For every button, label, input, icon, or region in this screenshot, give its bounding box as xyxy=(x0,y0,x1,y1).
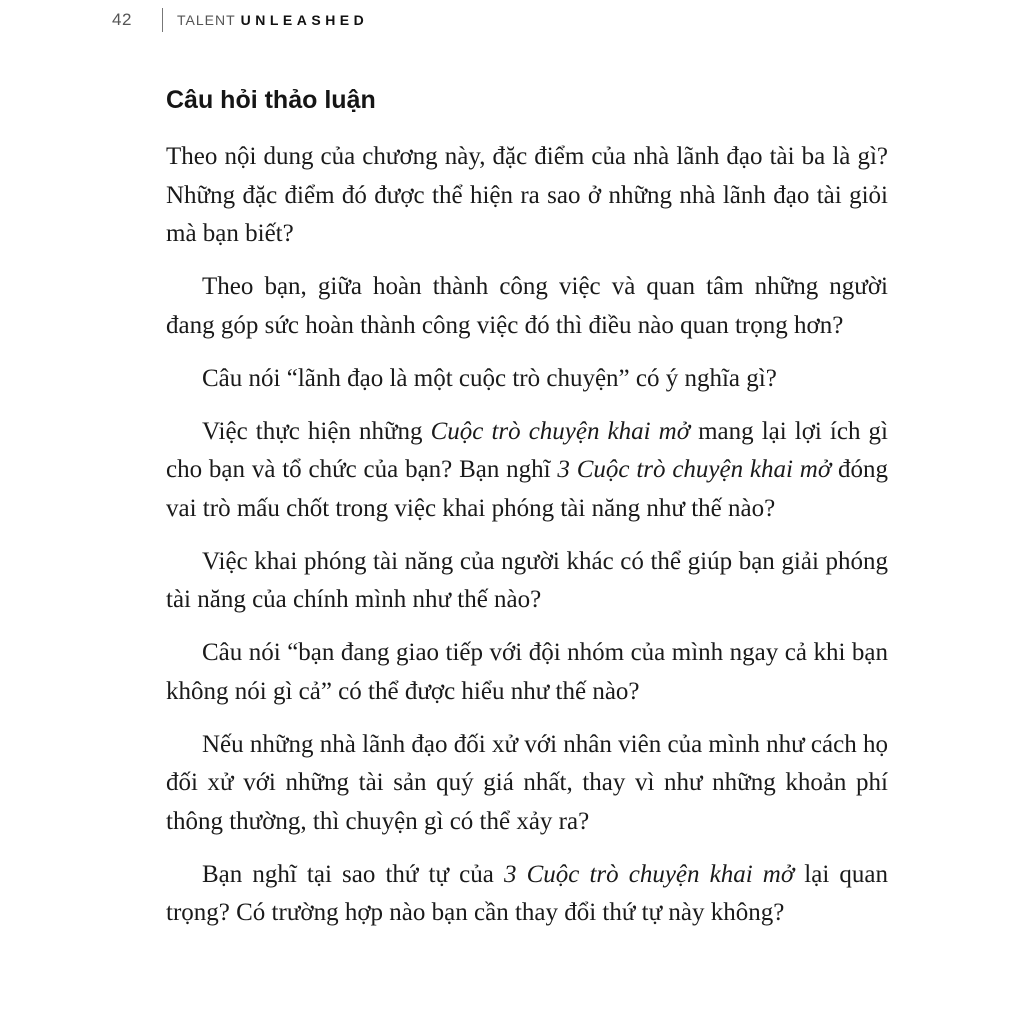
page-number: 42 xyxy=(112,10,132,29)
question-paragraph xyxy=(166,138,888,254)
text-run: Bạn nghĩ tại sao thứ tự của xyxy=(202,860,504,888)
italic-phrase: 3 Cuộc trò chuyện khai mở xyxy=(557,456,832,483)
question-paragraph xyxy=(166,413,888,529)
question-paragraph xyxy=(166,543,888,620)
text-run: lại quan trọng? Có trường hợp nào bạn cần thay đổi thứ tự này không? xyxy=(166,860,888,926)
text-run: Việc thực hiện những xyxy=(202,417,431,445)
text-run: Theo nội dung của chương này, đặc điểm của nhà lãnh đạo tài ba là gì? Những đặc điểm đó được thể hiện ra sao ở những nhà lãnh đạo tài giỏi mà bạn biết? xyxy=(166,143,888,247)
book-title-part2: UNLEASHED xyxy=(240,12,369,28)
discussion-questions xyxy=(166,138,888,933)
header-divider xyxy=(162,8,163,32)
question-paragraph xyxy=(166,634,888,711)
question-paragraph xyxy=(166,726,888,842)
page-content xyxy=(166,80,888,947)
italic-phrase: 3 Cuộc trò chuyện khai mở xyxy=(503,860,795,888)
book-title xyxy=(177,12,368,28)
text-run: Câu nói “lãnh đạo là một cuộc trò chuyện” có ý nghĩa gì? xyxy=(202,364,777,392)
question-paragraph xyxy=(166,268,888,345)
running-head xyxy=(112,8,368,32)
question-paragraph xyxy=(166,856,888,933)
question-paragraph xyxy=(166,360,888,399)
text-run: Câu nói “bạn đang giao tiếp với đội nhóm của mình ngay cả khi bạn không nói gì cả” có thể được hiểu như thế nào? xyxy=(166,639,888,705)
text-run: đóng vai trò mấu chốt trong việc khai phóng tài năng như thế nào? xyxy=(166,456,889,522)
text-run: Theo bạn, giữa hoàn thành công việc và quan tâm những người đang góp sức hoàn thành công việc đó thì điều nào quan trọng hơn? xyxy=(166,273,888,339)
text-run: mang lại lợi ích gì cho bạn và tổ chức của bạn? Bạn nghĩ xyxy=(166,417,888,483)
italic-phrase: Cuộc trò chuyện khai mở xyxy=(430,417,691,445)
text-run: Việc khai phóng tài năng của người khác có thể giúp bạn giải phóng tài năng của chính mình như thế nào? xyxy=(166,547,888,613)
text-run: Nếu những nhà lãnh đạo đối xử với nhân viên của mình như cách họ đối xử với những tài sản quý giá nhất, thay vì như những khoản phí thông thường, thì chuyện gì có thể xảy ra? xyxy=(166,730,888,835)
section-heading: Câu hỏi thảo luận xyxy=(166,86,376,114)
book-title-part1: TALENT xyxy=(177,12,236,28)
